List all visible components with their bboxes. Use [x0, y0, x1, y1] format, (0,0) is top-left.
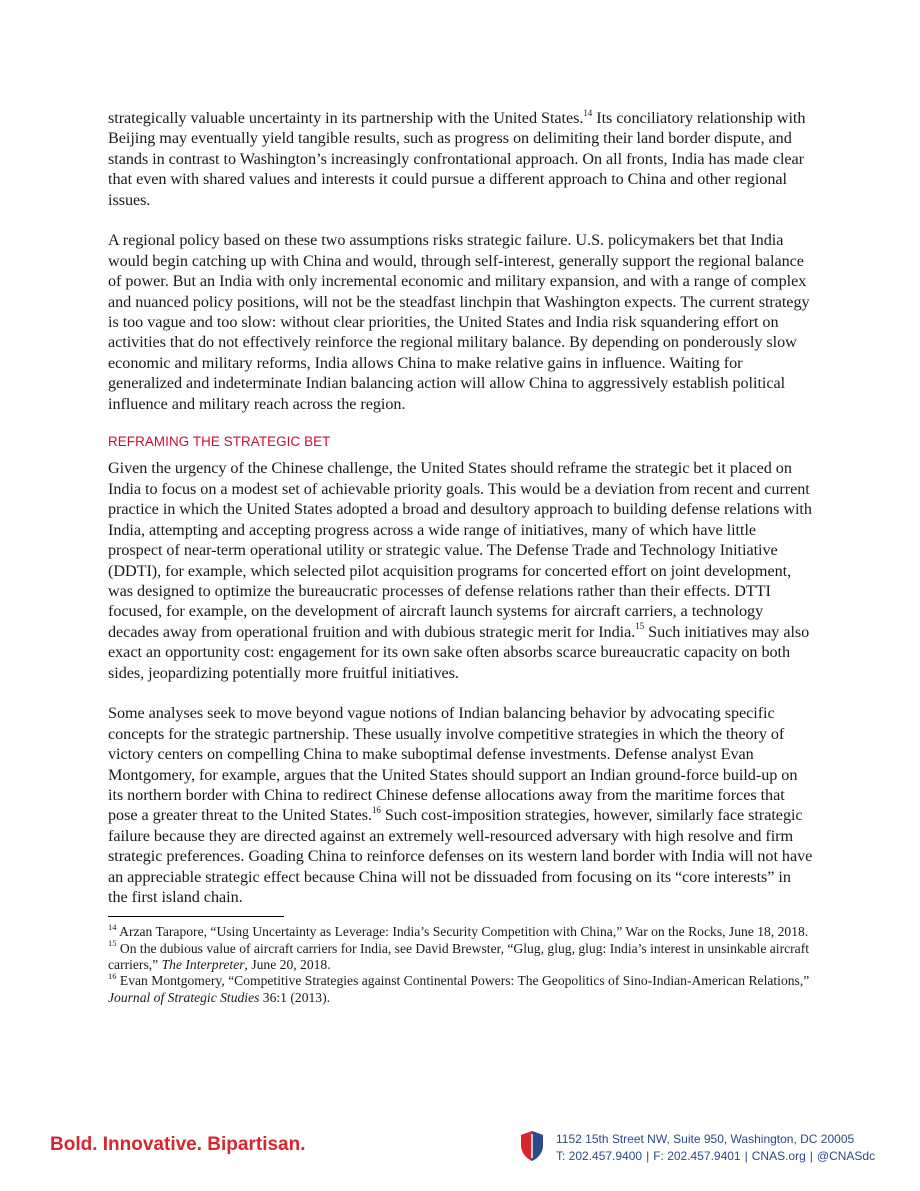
footnote-text-end: 36:1 (2013). [259, 989, 331, 1005]
paragraph-1-text-b: Its conciliatory relationship with Beijing may eventually yield tangible results, such as progress on delimiting their land border dispute, and stands in contrast to Washington’s increasingly confrontational approach. On all fronts, India has made clear that even with shared values and interests it could pursue a different approach to China and other regional issues. [108, 109, 806, 209]
footnote-ref-15[interactable]: 15 [635, 621, 645, 632]
footer-separator: | [744, 1149, 748, 1163]
footnote-text-end: , June 20, 2018. [244, 956, 331, 972]
footnote-14 [108, 921, 814, 940]
footer-contact [556, 1131, 875, 1165]
paragraph-3-text-a: Given the urgency of the Chinese challenge, the United States should reframe the strategic bet it placed on India to focus on a modest set of achievable priority goals. This would be a deviation from recent and current practice in which the United States adopted a broad and desultory approach to building defense relations with India, attempting and accepting progress across a wide range of initiatives, many of which have little prospect of near-term operational utility or strategic value. The Defense Trade and Technology Initiative (DDTI), for example, which selected pilot acquisition programs for concerted effort on joint development, was designed to optimize the bureaucratic processes of defense relations rather than their effects. DTTI focused, for example, on the development of aircraft launch systems for aircraft carriers, a technology decades away from operational fruition and with dubious strategic merit for India. [108, 459, 812, 641]
footnote-number: 14 [108, 921, 117, 932]
footer-separator: | [809, 1149, 813, 1163]
footnote-text: Arzan Tarapore, “Using Uncertainty as Leverage: India’s Security Competition with China,” War on the Rocks, June 18, 2018. [116, 924, 809, 940]
paragraph-4 [108, 703, 814, 907]
paragraph-1-text-a: strategically valuable uncertainty in its partnership with the United States. [108, 109, 584, 127]
paragraph-2: A regional policy based on these two assumptions risks strategic failure. U.S. policymakers bet that India would begin catching up with China and would, through self-interest, generally support the regional balance of power. But an India with only incremental economic and military expansion, and with a range of complex and nuanced policy positions, will not be the steadfast linchpin that Washington expects. The current strategy is too vague and too slow: without clear priorities, the United States and India risk squandering effort on activities that do not effectively reinforce the regional military balance. By depending on ponderously slow economic and military reforms, India allows China to make relative gains in influence. Waiting for generalized and indeterminate Indian balancing action will allow China to aggressively establish political influence and military reach across the region. [108, 231, 810, 413]
footer-phone: T: 202.457.9400 [556, 1149, 643, 1163]
footnote-16 [108, 970, 814, 1006]
footer-contact-line [556, 1148, 875, 1165]
section-heading: REFRAMING THE STRATEGIC BET [108, 434, 331, 450]
footnote-ref-14[interactable]: 14 [583, 107, 593, 118]
footnote-ref-16[interactable]: 16 [371, 804, 381, 815]
paragraph-3-text-b: Such initiatives may also exact an opportunity cost: engagement for its own sake often absorbs scarce bureaucratic capacity on both sides, jeopardizing potentially more fruitful initiatives. [108, 622, 810, 682]
page-footer [0, 1128, 920, 1172]
footnote-15 [108, 938, 814, 974]
footnote-text: On the dubious value of aircraft carriers for India, see David Brewster, “Glug, glug, glug: India’s interest in unsinkable aircraft carriers,” [108, 940, 810, 972]
footer-address: 1152 15th Street NW, Suite 950, Washington, DC 20005 [556, 1132, 855, 1146]
footnote-number: 15 [108, 938, 117, 949]
footnote-divider [108, 916, 284, 917]
shield-logo-icon [520, 1130, 544, 1162]
footer-fax: F: 202.457.9401 [653, 1149, 741, 1163]
footer-tagline: Bold. Innovative. Bipartisan. [50, 1134, 306, 1155]
footnote-text: Evan Montgomery, “Competitive Strategies against Continental Powers: The Geopolitics of Sino-Indian-American Relations,” [116, 973, 810, 989]
footer-social-handle[interactable]: @CNASdc [816, 1149, 876, 1163]
footnote-publication: Journal of Strategic Studies [108, 989, 260, 1005]
paragraph-1 [108, 108, 814, 210]
footer-separator: | [646, 1149, 650, 1163]
footnote-number: 16 [108, 970, 117, 981]
paragraph-4-text-b: Such cost-imposition strategies, however, similarly face strategic failure because they are directed against an extremely well-resourced adversary with high resolve and firm strategic preferences. Goading China to reinforce defenses on its western land border with India will not have an appreciable strategic effect because China will not be dissuaded from focusing on its “core interests” in the first island chain. [108, 806, 813, 906]
footnote-publication: The Interpreter [161, 956, 245, 972]
paragraph-3 [108, 458, 814, 682]
footer-website-link[interactable]: CNAS.org [751, 1149, 806, 1163]
document-body [108, 108, 814, 1006]
paragraph-4-text-a: Some analyses seek to move beyond vague notions of Indian balancing behavior by advocating specific concepts for the strategic partnership. These usually involve competitive strategies in which the theory of victory centers on compelling China to make suboptimal defense investments. Defense analyst Evan Montgomery, for example, argues that the United States should support an Indian ground-force build-up on its northern border with China to redirect Chinese defense allocations away from the maritime forces that pose a greater threat to the United States. [108, 704, 798, 825]
